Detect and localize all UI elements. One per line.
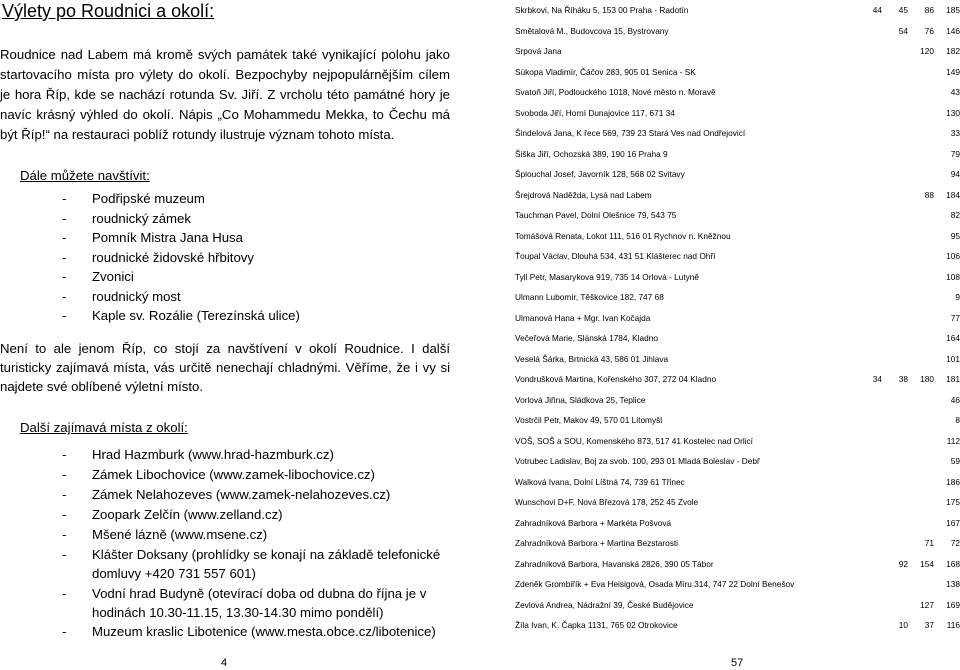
table-row bbox=[515, 472, 960, 492]
row-name: Veselá Šárka, Brtnická 43, 586 01 Jihlava bbox=[515, 353, 669, 364]
page-title: Výlety po Roudnici a okolí: bbox=[2, 1, 215, 21]
table-row bbox=[515, 103, 960, 123]
row-number: 76 bbox=[924, 25, 934, 36]
list-dash: - bbox=[62, 507, 67, 522]
table-row bbox=[515, 308, 960, 328]
row-name: Wunschovi D+F, Nová Březová 178, 252 45 Zvole bbox=[515, 497, 699, 507]
table-row bbox=[515, 185, 960, 205]
row-number: 127 bbox=[920, 599, 934, 610]
table-row bbox=[515, 226, 960, 246]
row-numbers bbox=[856, 492, 960, 512]
row-numbers bbox=[856, 328, 960, 348]
row-numbers bbox=[856, 513, 960, 533]
row-number: 10 bbox=[898, 620, 908, 630]
row-numbers bbox=[856, 287, 960, 307]
second-paragraph: Není to ale jenom Říp, co stojí za navštívení v okolí Roudnice. I další turisticky zajímavá místa, vás určitě nenechají chladnými. Věříme, že i vy si najdete své oblíbené výletní místo. bbox=[0, 341, 450, 394]
row-number: 120 bbox=[920, 46, 934, 56]
row-number: 79 bbox=[950, 148, 960, 159]
list-dash: - bbox=[62, 191, 67, 206]
row-name: Zahradníková Barbora + Martina Bezstarosti bbox=[515, 538, 679, 548]
list-item bbox=[62, 228, 300, 248]
list-item-text: Podřipské muzeum bbox=[92, 191, 205, 206]
list-dash: - bbox=[62, 447, 67, 462]
section-heading-visit: Dále můžete navštívit: bbox=[20, 168, 150, 183]
row-number: 154 bbox=[920, 558, 934, 569]
row-number: 59 bbox=[950, 456, 960, 466]
list-item bbox=[62, 622, 452, 642]
row-name: Šindelová Jana, K řece 569, 739 23 Stará Ves nad Ondřejovicí bbox=[515, 128, 746, 138]
row-number: 43 bbox=[950, 87, 960, 97]
list-item-text: Zámek Libochovice (www.zamek-libochovice.cz) bbox=[92, 467, 375, 482]
row-numbers bbox=[856, 246, 960, 266]
table-row bbox=[515, 574, 960, 594]
row-number: 106 bbox=[946, 251, 960, 261]
row-number: 101 bbox=[946, 353, 960, 364]
row-number: 181 bbox=[946, 374, 960, 384]
row-name: Tyll Petr, Masarykova 919, 735 14 Orlová - Lutyně bbox=[515, 271, 700, 282]
list-item bbox=[62, 267, 300, 287]
list-item bbox=[62, 505, 452, 525]
list-item bbox=[62, 485, 452, 505]
row-name: Večeřová Marie, Slánská 1784, Kladno bbox=[515, 333, 658, 343]
list-item-text: roudnický zámek bbox=[92, 210, 191, 226]
row-numbers bbox=[856, 0, 960, 20]
list-item-text: Muzeum kraslic Libotenice (www.mesta.obce.cz/libotenice) bbox=[92, 624, 436, 639]
row-numbers bbox=[856, 369, 960, 389]
row-numbers bbox=[856, 595, 960, 615]
list-item-text: Zvonici bbox=[92, 269, 134, 284]
table-row bbox=[515, 349, 960, 369]
row-numbers bbox=[856, 21, 960, 41]
row-number: 37 bbox=[924, 620, 934, 630]
row-numbers bbox=[856, 615, 960, 635]
list-dash: - bbox=[62, 527, 67, 542]
row-number: 146 bbox=[946, 25, 960, 36]
row-number: 44 bbox=[872, 5, 882, 15]
row-numbers bbox=[856, 226, 960, 246]
table-row bbox=[515, 513, 960, 533]
row-numbers bbox=[856, 267, 960, 287]
row-name: Svoboda Jiří, Horní Dunajovice 117, 671 34 bbox=[515, 107, 675, 118]
row-number: 164 bbox=[946, 333, 960, 343]
row-name: Vostrčil Petr, Makov 49, 570 01 Litomyšl bbox=[515, 415, 663, 425]
row-numbers bbox=[856, 349, 960, 369]
row-number: 180 bbox=[920, 374, 934, 384]
row-name: VOŠ, SOŠ a SOU, Komenského 873, 517 41 Kostelec nad Orlicí bbox=[515, 435, 753, 446]
table-row bbox=[515, 369, 960, 389]
row-name: Zdeněk Grombiřík + Eva Heisigová, Osada Míru 314, 747 22 Dolní Benešov bbox=[515, 579, 795, 589]
list-item bbox=[62, 525, 452, 545]
table-row bbox=[515, 492, 960, 512]
row-name: Srpová Jana bbox=[515, 46, 562, 56]
row-numbers bbox=[856, 185, 960, 205]
table-row bbox=[515, 144, 960, 164]
row-number: 71 bbox=[924, 538, 934, 548]
row-numbers bbox=[856, 472, 960, 492]
table-row bbox=[515, 205, 960, 225]
row-numbers bbox=[856, 410, 960, 430]
row-numbers bbox=[856, 431, 960, 451]
row-number: 54 bbox=[898, 25, 908, 36]
row-number: 112 bbox=[946, 435, 960, 446]
row-numbers bbox=[856, 533, 960, 553]
row-name: Skrbkovi, Na Říháku 5, 153 00 Praha - Radotín bbox=[515, 5, 689, 15]
table-row bbox=[515, 82, 960, 102]
row-number: 72 bbox=[950, 538, 960, 548]
list-item bbox=[62, 306, 300, 326]
row-name: Žíla Ivan, K. Čapka 1131, 765 02 Otrokovice bbox=[515, 620, 678, 630]
table-row bbox=[515, 390, 960, 410]
list-item-text: roudnický most bbox=[92, 288, 181, 304]
row-name: Votrubec Ladislav, Boj za svob. 100, 293 01 Mladá Boleslav - Debř bbox=[515, 456, 760, 466]
list-dash: - bbox=[62, 249, 67, 265]
row-number: 94 bbox=[950, 169, 960, 179]
list-item-text: Zámek Nelahozeves (www.zamek-nelahozeves.cz) bbox=[92, 487, 391, 502]
table-row bbox=[515, 410, 960, 430]
row-name: Súkopa Vladimír, Čáčov 283, 905 01 Senica - SK bbox=[515, 66, 696, 77]
list-item-text: Kaple sv. Rozálie (Terezínská ulice) bbox=[92, 308, 300, 323]
row-number: 130 bbox=[946, 107, 960, 118]
row-numbers bbox=[856, 41, 960, 61]
row-name: Ulmanová Hana + Mgr. Ivan Kočajda bbox=[515, 312, 651, 323]
table-row bbox=[515, 451, 960, 471]
row-name: Vorlová Jiřina, Sládkova 25, Teplice bbox=[515, 394, 646, 405]
list-item-text: Vodní hrad Budyně (otevírací doba od dubna do října je v hodinách 10.30-11.15, 13.30-14.30 mimo pondělí) bbox=[92, 585, 427, 620]
row-number: 138 bbox=[946, 579, 960, 589]
list-item bbox=[62, 209, 300, 229]
row-numbers bbox=[856, 164, 960, 184]
visit-list bbox=[62, 189, 300, 326]
list-item-text: Hrad Hazmburk (www.hrad-hazmburk.cz) bbox=[92, 447, 334, 462]
row-name: Tomášová Renata, Lokot 111, 516 01 Rychnov n. Kněžnou bbox=[515, 230, 731, 241]
list-dash: - bbox=[62, 230, 67, 245]
table-row bbox=[515, 287, 960, 307]
page-number-left: 4 bbox=[221, 657, 228, 669]
row-name: Vondrušková Martina, Kořenského 307, 272 04 Kladno bbox=[515, 374, 717, 384]
table-row bbox=[515, 123, 960, 143]
table-row bbox=[515, 21, 960, 41]
row-number: 95 bbox=[950, 230, 960, 241]
list-item-text: Klášter Doksany (prohlídky se konají na základě telefonické domluvy +420 731 557 601) bbox=[92, 547, 441, 581]
row-number: 149 bbox=[946, 66, 960, 77]
nearby-list bbox=[62, 445, 452, 642]
row-numbers bbox=[856, 554, 960, 574]
table-row bbox=[515, 615, 960, 635]
table-row bbox=[515, 164, 960, 184]
list-dash: - bbox=[62, 547, 67, 562]
list-dash: - bbox=[62, 308, 67, 323]
row-numbers bbox=[856, 103, 960, 123]
row-number: 186 bbox=[946, 476, 960, 487]
row-number: 185 bbox=[946, 5, 960, 15]
row-name: Šplouchal Josef, Javorník 128, 568 02 Svitavy bbox=[515, 169, 685, 179]
row-numbers bbox=[856, 62, 960, 82]
page-number-right: 57 bbox=[731, 657, 744, 669]
row-number: 46 bbox=[950, 394, 960, 405]
row-name: Zahradníková Barbora + Markéta Pošvová bbox=[515, 517, 672, 528]
row-numbers bbox=[856, 390, 960, 410]
list-item bbox=[62, 445, 452, 465]
row-number: 86 bbox=[924, 5, 934, 15]
list-dash: - bbox=[62, 269, 67, 284]
section-heading-nearby: Další zajímavá místa z okolí: bbox=[20, 420, 188, 435]
row-numbers bbox=[856, 123, 960, 143]
row-numbers bbox=[856, 574, 960, 594]
list-item-text: Zoopark Zelčín (www.zelland.cz) bbox=[92, 507, 283, 522]
row-numbers bbox=[856, 144, 960, 164]
table-row bbox=[515, 328, 960, 348]
list-item bbox=[62, 465, 452, 485]
row-name: Zahradníková Barbora, Havanská 2826, 390 05 Tábor bbox=[515, 558, 714, 569]
row-number: 116 bbox=[946, 620, 960, 630]
row-number: 8 bbox=[955, 415, 960, 425]
table-row bbox=[515, 267, 960, 287]
row-number: 82 bbox=[950, 210, 960, 220]
row-name: Tauchman Pavel, Dolní Olešnice 79, 543 75 bbox=[515, 210, 677, 220]
row-number: 77 bbox=[950, 312, 960, 323]
row-name: Šiška Jiří, Ochozská 389, 190 16 Praha 9 bbox=[515, 148, 668, 159]
row-number: 88 bbox=[924, 189, 934, 200]
list-item-text: Mšené lázně (www.msene.cz) bbox=[92, 527, 268, 542]
list-dash: - bbox=[62, 585, 67, 601]
row-name: Šrejdrová Naděžda, Lysá nad Labem bbox=[515, 189, 652, 200]
table-row bbox=[515, 0, 960, 20]
row-numbers bbox=[856, 82, 960, 102]
row-number: 175 bbox=[946, 497, 960, 507]
table-row bbox=[515, 554, 960, 574]
list-dash: - bbox=[62, 210, 67, 226]
row-name: Ulmann Lubomír, Těškovice 182, 747 68 bbox=[515, 292, 664, 302]
row-number: 167 bbox=[946, 517, 960, 528]
row-number: 45 bbox=[898, 5, 908, 15]
list-item bbox=[62, 287, 300, 307]
row-number: 182 bbox=[946, 46, 960, 56]
table-row bbox=[515, 41, 960, 61]
table-row bbox=[515, 533, 960, 553]
list-dash: - bbox=[62, 288, 67, 304]
table-row bbox=[515, 246, 960, 266]
row-name: Zevlová Andrea, Nádražní 39, České Budějovice bbox=[515, 599, 694, 610]
row-number: 108 bbox=[946, 271, 960, 282]
row-number: 33 bbox=[950, 128, 960, 138]
row-number: 9 bbox=[955, 292, 960, 302]
row-numbers bbox=[856, 451, 960, 471]
row-number: 34 bbox=[872, 374, 882, 384]
table-row bbox=[515, 595, 960, 615]
intro-paragraph: Roudnice nad Labem má kromě svých památek také vynikající polohu jako startovacího místa pro výlety do okolí. Bezpochyby nejpopulárnějším cílem je hora Říp, kde se nachází rotunda Sv. Jiří. Z vrcholu této památné hory je navíc krásný výhled do okolí. Nápis „Co Mohammedu Mekka, to Čechu má být Říp!“ na restauraci poblíž rotundy ilustruje význam tohoto místa. bbox=[0, 47, 450, 142]
row-name: Ťoupal Václav, Dlouhá 534, 431 51 Klášterec nad Ohří bbox=[515, 251, 716, 261]
row-number: 184 bbox=[946, 189, 960, 200]
list-dash: - bbox=[62, 467, 67, 482]
table-row bbox=[515, 62, 960, 82]
row-name: Smětalová M., Budovcova 15, Bystrovany bbox=[515, 25, 669, 36]
row-numbers bbox=[856, 205, 960, 225]
row-name: Walková Ivana, Dolní Líštná 74, 739 61 Třinec bbox=[515, 476, 685, 487]
table-row bbox=[515, 431, 960, 451]
row-numbers bbox=[856, 308, 960, 328]
list-item bbox=[62, 584, 452, 623]
row-number: 169 bbox=[946, 599, 960, 610]
list-item bbox=[62, 189, 300, 209]
row-number: 168 bbox=[946, 558, 960, 569]
row-name: Svatoň Jiří, Podlouckého 1018, Nové město n. Moravě bbox=[515, 87, 716, 97]
list-dash: - bbox=[62, 487, 67, 502]
list-item-text: Pomník Mistra Jana Husa bbox=[92, 230, 243, 245]
list-item bbox=[62, 545, 452, 584]
list-item bbox=[62, 248, 300, 268]
row-number: 92 bbox=[898, 558, 908, 569]
list-dash: - bbox=[62, 624, 67, 639]
row-number: 38 bbox=[898, 374, 908, 384]
list-item-text: roudnické židovské hřbitovy bbox=[92, 249, 254, 265]
